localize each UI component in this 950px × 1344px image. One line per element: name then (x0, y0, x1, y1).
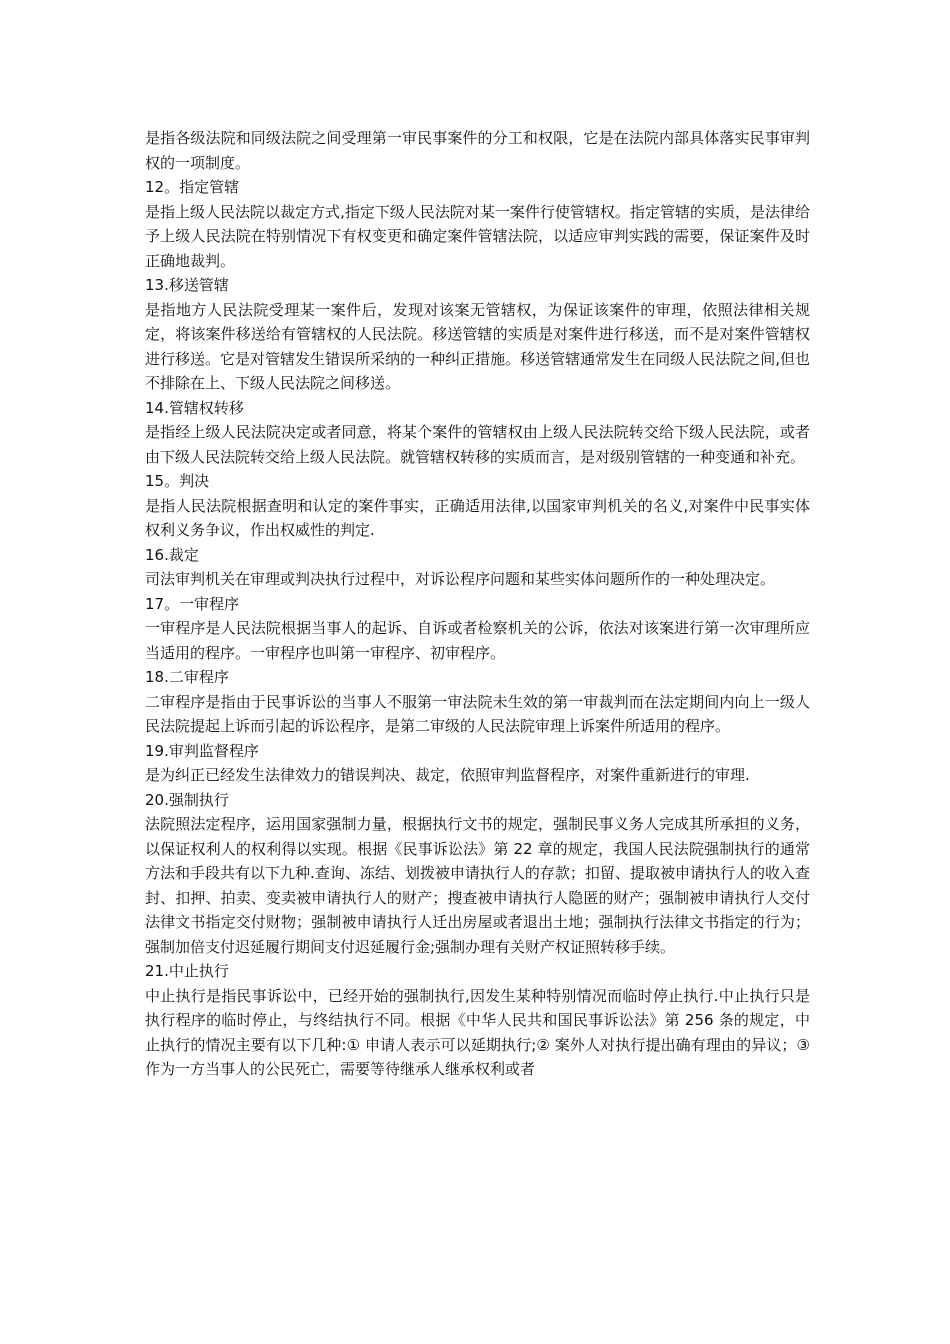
section-heading-16: 16.裁定 (145, 545, 199, 564)
section-heading-14: 14.管辖权转移 (145, 398, 244, 417)
section-heading-12: 12。指定管辖 (145, 178, 240, 196)
section-body-18: 二审程序是指由于民事诉讼的当事人不服第一审法院未生效的第一审裁判而在法定期间内向上一级人民法院提起上诉而引起的诉讼程序，是第二审级的人民法院审理上诉案件所适用的程序。 (145, 692, 810, 735)
section-heading-21: 21.中止执行 (145, 962, 229, 980)
intro-paragraph: 是指各级法院和同级法院之间受理第一审民事案件的分工和权限，它是在法院内部具体落实民事审判权的一项制度。 (145, 129, 810, 172)
section-heading-13: 13.移送管辖 (145, 276, 229, 294)
section-body-13: 是指地方人民法院受理某一案件后，发现对该案无管辖权，为保证该案件的审理，依照法律相关规定，将该案件移送给有管辖权的人民法院。移送管辖的实质是对案件进行移送，而不是对案件管辖权进行移送。它是对管辖发生错误所采纳的一种纠正措施。移送管辖通常发生在同级人民法院之间,但也不排除在上、下级人民法院之间移送。 (145, 300, 810, 392)
section-heading-20: 20.强制执行 (145, 790, 229, 809)
section-body-12: 是指上级人民法院以裁定方式,指定下级人民法院对某一案件行使管辖权。指定管辖的实质，是法律给予上级人民法院在特别情况下有权变更和确定案件管辖法院，以适应审判实践的需要，保证案件及时正确地裁判。 (145, 202, 810, 270)
section-body-15: 是指人民法院根据查明和认定的案件事实，正确适用法律,以国家审判机关的名义,对案件中民事实体权利义务争议，作出权威性的判定. (145, 496, 810, 539)
section-heading-17: 17。一审程序 (145, 594, 240, 613)
section-heading-15: 15。判决 (145, 472, 210, 490)
document-page (145, 126, 810, 1082)
section-body-20: 法院照法定程序，运用国家强制力量，根据执行文书的规定，强制民事义务人完成其所承担的义务，以保证权利人的权利得以实现。根据《民事诉讼法》第 22 章的规定，我国人民法院强制执行的通常方法和手段共有以下九种.查询、冻结、划拨被申请执行人的存款；扣留、提取被申请执行人的收入查封、扣押、拍卖、变卖被申请执行人的财产；搜查被申请执行人隐匿的财产；强制被申请执行人交付法律文书指定交付财物；强制被申请执行人迁出房屋或者退出土地；强制执行法律文书指定的行为；强制加倍支付迟延履行期间支付迟延履行金;强制办理有关财产权证照转移手续。 (145, 815, 810, 956)
section-heading-19: 19.审判监督程序 (145, 741, 259, 760)
section-body-17: 一审程序是人民法院根据当事人的起诉、自诉或者检察机关的公诉，依法对该案进行第一次审理所应当适用的程序。一审程序也叫第一审程序、初审程序。 (145, 619, 810, 662)
section-body-16: 司法审判机关在审理或判决执行过程中，对诉讼程序问题和某些实体问题所作的一种处理决定。 (145, 570, 776, 588)
section-body-14: 是指经上级人民法院决定或者同意，将某个案件的管辖权由上级人民法院转交给下级人民法院，或者由下级人民法院转交给上级人民法院。就管辖权转移的实质而言，是对级别管辖的一种变通和补充。 (145, 423, 810, 466)
section-heading-18: 18.二审程序 (145, 668, 229, 686)
section-body-21: 中止执行是指民事诉讼中，已经开始的强制执行,因发生某种特别情况而临时停止执行.中止执行只是执行程序的临时停止，与终结执行不同。根据《中华人民共和国民事诉讼法》第 256 条的规定，中止执行的情况主要有以下几种:① 申请人表示可以延期执行;② 案外人对执行提出确有理由的异议；③作为一方当事人的公民死亡，需要等待继承人继承权利或者 (145, 986, 810, 1078)
section-body-19: 是为纠正已经发生法律效力的错误判决、裁定，依照审判监督程序，对案件重新进行的审理. (145, 766, 750, 784)
